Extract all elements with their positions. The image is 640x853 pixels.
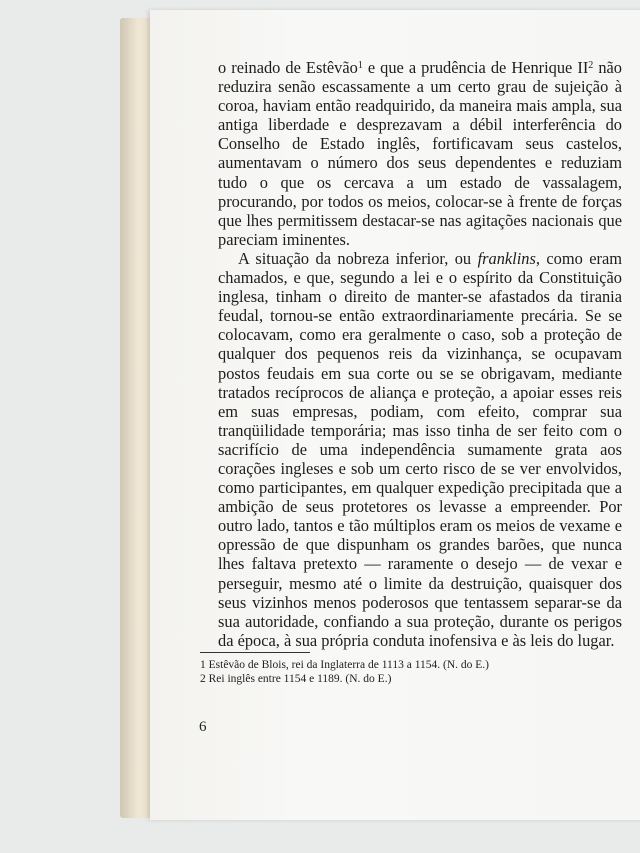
body-text <box>218 58 622 650</box>
footnote-2: 2 Rei inglês entre 1154 e 1189. (N. do E.) <box>200 673 392 685</box>
footnotes <box>200 658 600 686</box>
footnote-1: 1 Estêvão de Blois, rei da Inglaterra de 1113 a 1154. (N. do E.) <box>200 659 490 671</box>
paragraph-1-text-c: não reduzira senão escassamente a um certo grau de sujeição à coroa, haviam então readquirido, da maneira mais ampla, sua antiga liberdade e desprezavam a débil interferência do Conselho de Estado inglês, fortificavam seus castelos, aumentavam o número dos seus dependentes e reduziam tudo o que os cercava a um estado de vassalagem, procurando, por todos os meios, colocar-se à frente de forças que lhes permitissem destacar-se nas agitações nacionais que pareciam iminentes. <box>218 58 623 249</box>
footnote-ref-1: 1 <box>357 60 363 71</box>
paragraph-2-text-a: A situação da nobreza inferior, ou <box>238 248 478 268</box>
footnote-ref-2: 2 <box>588 60 594 71</box>
paragraph-2-italic: franklins <box>477 248 536 268</box>
paragraph-1 <box>218 58 622 249</box>
page-number: 6 <box>199 719 207 735</box>
paragraph-1-text-b: e que a prudência de Henrique II <box>362 58 589 77</box>
paragraph-1-text-a: o reinado de Estêvão <box>218 58 358 77</box>
footnote-separator <box>200 652 310 653</box>
paragraph-2-text-b: , como eram chamados, e que, segundo a lei e o espírito da Constituição inglesa, tinham o direito de manter-se afastados da tirania feudal, tornou-se então extraordinariamente precária. Se se colocavam, como era geralmente o caso, sob a proteção de qualquer dos pequenos reis da vizinhança, se ocupavam postos feudais em sua corte ou se se obrigavam, mediante tratados recíprocos de aliança e proteção, a apoiar esses reis em suas empresas, podiam, com efeito, comprar sua tranqüilidade temporária; mas isso tinha de ser feito com o sacrifício de uma independência sumamente grata aos corações ingleses e sob um certo risco de se ver envolvidos, como participantes, em qualquer expedição precipitada que a ambição de seus protetores os levasse a empreender. Por outro lado, tantos e tão múltiplos eram os meios de vexame e opressão de que dispunham os grandes barões, que nunca lhes faltava pretexto — raramente o desejo — de vexar e perseguir, mesmo até o limite da destruição, quaisquer dos seus vizinhos menos poderosos que tentassem separar-se da sua autoridade, confiando a sua proteção, durante os perigos da época, à sua própria conduta inofensiva e às leis do lugar. <box>218 248 623 650</box>
paragraph-2 <box>218 249 622 650</box>
